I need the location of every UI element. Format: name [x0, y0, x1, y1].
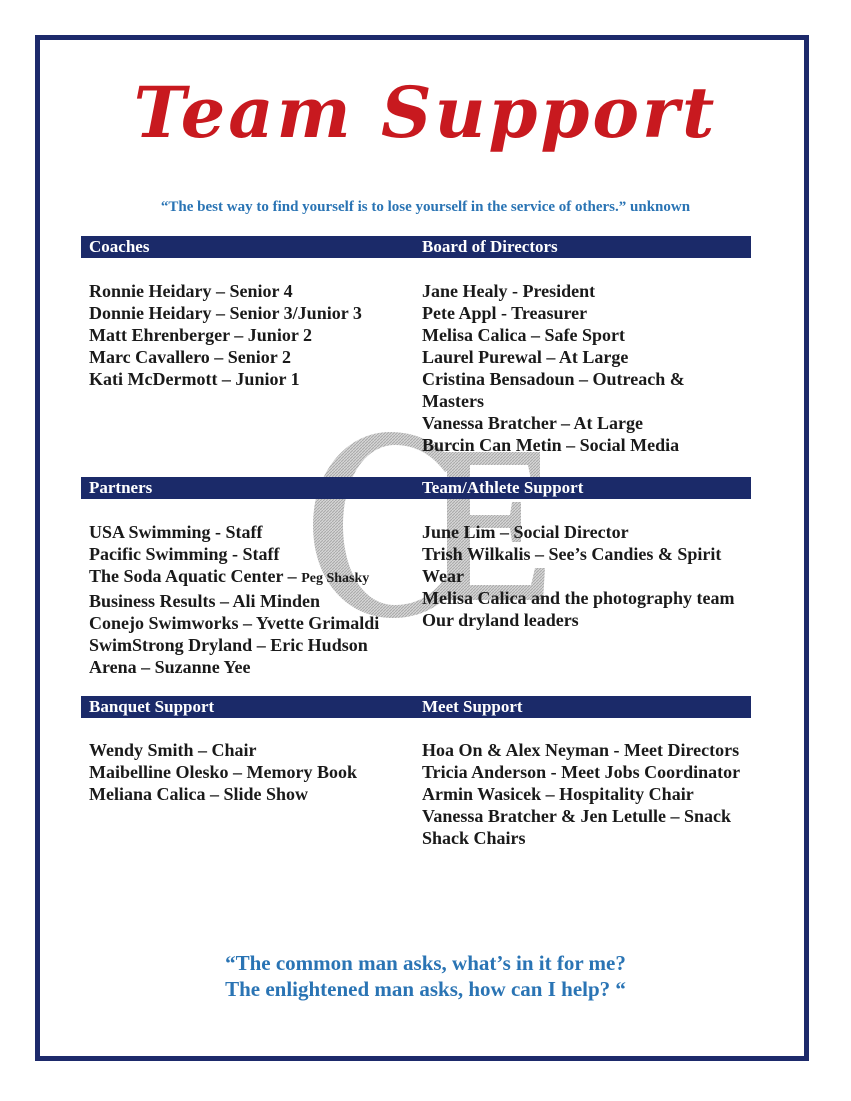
list-item: Our dryland leaders [422, 610, 579, 630]
list-item: Trish Wilkalis – See’s Candies & Spirit Wear [422, 544, 722, 586]
list-item: Cristina Bensadoun – Outreach & Masters [422, 369, 685, 411]
list-item: Arena – Suzanne Yee [89, 657, 251, 677]
list-item: Ronnie Heidary – Senior 4 [89, 281, 293, 301]
coaches-list [89, 280, 409, 390]
heading-board: Board of Directors [422, 237, 558, 256]
list-item: Melisa Calica – Safe Sport [422, 325, 625, 345]
list-item: Conejo Swimworks – Yvette Grimaldi [89, 613, 380, 633]
list-item: USA Swimming - Staff [89, 522, 263, 542]
heading-banquet: Banquet Support [89, 697, 215, 716]
section-bar-banquet-meet [81, 696, 751, 718]
list-item: Business Results – Ali Minden [89, 591, 321, 611]
soda-contact: Peg Shasky [301, 571, 370, 586]
list-item: Laurel Purewal – At Large [422, 347, 629, 367]
list-item: Pacific Swimming - Staff [89, 544, 280, 564]
section-bar-coaches-board [81, 236, 751, 258]
list-item: Marc Cavallero – Senior 2 [89, 347, 291, 367]
list-item: Kati McDermott – Junior 1 [89, 369, 300, 389]
list-item: Hoa On & Alex Neyman - Meet Directors [422, 740, 740, 760]
list-item: Wendy Smith – Chair [89, 740, 257, 760]
list-item: Jane Healy - President [422, 281, 596, 301]
page-title: Team Support [133, 71, 718, 154]
section-bar-partners-athlete [81, 477, 751, 499]
heading-partners: Partners [89, 478, 153, 497]
bottom-quote-line-1: “The common man asks, what’s in it for me? [225, 951, 626, 975]
list-item: Burcin Can Metin – Social Media [422, 435, 680, 455]
meet-list [422, 739, 747, 849]
list-item: Maibelline Olesko – Memory Book [89, 762, 357, 782]
board-list [422, 280, 747, 456]
list-item: The Soda Aquatic Center – Peg Shasky [89, 566, 370, 586]
list-item: Meliana Calica – Slide Show [89, 784, 309, 804]
list-item: June Lim – Social Director [422, 522, 629, 542]
list-item: Vanessa Bratcher & Jen Letulle – Snack Shack Chairs [422, 806, 732, 848]
list-item: Vanessa Bratcher – At Large [422, 413, 643, 433]
list-item: Matt Ehrenberger – Junior 2 [89, 325, 312, 345]
list-item: Armin Wasicek – Hospitality Chair [422, 784, 694, 804]
list-item: SwimStrong Dryland – Eric Hudson [89, 635, 368, 655]
bottom-quote [0, 950, 851, 1002]
heading-athlete-support: Team/Athlete Support [422, 478, 584, 497]
heading-meet: Meet Support [422, 697, 523, 716]
banquet-list [89, 739, 409, 805]
heading-coaches: Coaches [89, 237, 150, 256]
top-quote: “The best way to find yourself is to lose yourself in the service of others.” unknown [160, 199, 691, 215]
bottom-quote-line-2: The enlightened man asks, how can I help? “ [225, 977, 626, 1001]
list-item: Melisa Calica and the photography team [422, 588, 735, 608]
partners-list [89, 521, 409, 678]
athlete-support-list [422, 521, 747, 631]
list-item: Pete Appl - Treasurer [422, 303, 588, 323]
list-item: Tricia Anderson - Meet Jobs Coordinator [422, 762, 741, 782]
list-item: Donnie Heidary – Senior 3/Junior 3 [89, 303, 362, 323]
